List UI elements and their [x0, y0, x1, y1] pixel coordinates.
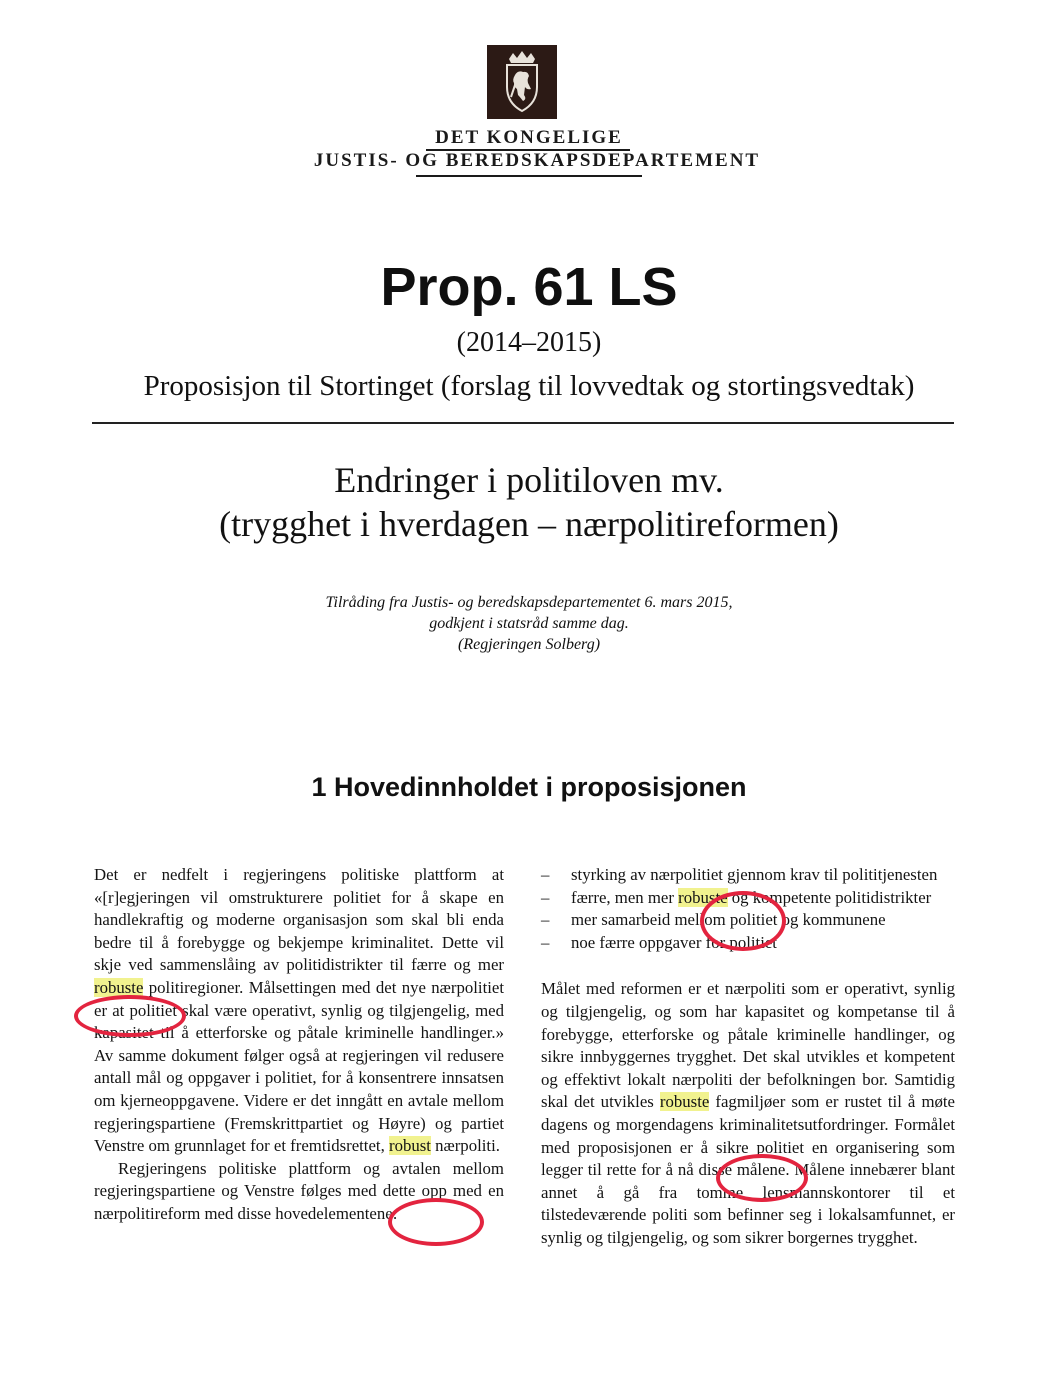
paragraph-goal [541, 978, 955, 1249]
lion-shield-icon [487, 45, 557, 119]
department-name-line2: JUSTIS- OG BEREDSKAPSDEPARTEMENT [313, 150, 761, 171]
section-heading: 1 Hovedinnholdet i proposisjonen [311, 772, 747, 802]
paragraph-1 [94, 864, 504, 1158]
session-years: (2014–2015) [456, 327, 602, 358]
department-underline [416, 175, 642, 177]
proposition-number: Prop. 61 LS [380, 257, 678, 317]
title-line-2: (trygghet i hverdagen – nærpolitireformen) [219, 504, 839, 544]
bullet-2-text-a: færre, men mer [571, 887, 679, 907]
paragraph-1-text-b: politiregioner. Målsettingen med det nye nærpolitiet er at politiet skal være operativt, synlig og tilgjengelig, med kapasitet til å etterforske og påtale kriminelle handlinger.» Av samme dokument følger også at regjeringen vil redusere antall mål og oppgaver i politiet, for å konsentrere innsatsen om kjerneoppgavene. Videre er det inngått en avtale mellom regjeringspartiene (Fremskrittpartiet og Høyre) og partiet Venstre om grunnlaget for et fremtidsrettet, [94, 977, 504, 1156]
bullet-2-text-b: og kompetente politidistrikter [727, 887, 932, 907]
highlight-robuste-2: robuste [678, 887, 728, 907]
goal-text-b: fagmiljøer som er rustet til å møte dagens og morgendagens kriminalitetsutfordringer. Formålet med proposisjonen er å sikre politiet en organisering som legger til rette for å nå disse målene. Målene innebærer blant annet å gå fra tomme lensmannskontorer til et tilstedeværende politi som befinner seg i lokalsamfunnet, er synlig og tilgjengelig, og som sikrer borgernes trygghet. [541, 1092, 956, 1247]
proposition-subtitle: Proposisjon til Stortinget (forslag til lovvedtak og stortingsvedtak) [143, 370, 915, 402]
recommendation-line-2: godkjent i statsråd samme dag. [429, 615, 629, 632]
goal-text-a: Målet med reformen er et nærpoliti som er operativt, synlig og tilgjengelig, og som har kapasitet og kompetanse til å forebygge, etterforske og påtale kriminelle handlinger, og sikre innbyggernes trygghet. Det skal utvikles et kompetent og effektivt lokalt nærpoliti der befolkningen bor. Samtidig skal det utvikles [541, 979, 955, 1112]
paragraph-2: Regjeringens politiske plattform og avtalen mellom regjeringspartiene og Venstre følges med dette opp med en nærpolitireform med disse hovedelementene: [94, 1158, 504, 1223]
highlight-robuste-1: robuste [94, 977, 144, 997]
recommendation-line-1: Tilråding fra Justis- og beredskapsdepartementet 6. mars 2015, [325, 594, 733, 611]
title-divider [92, 422, 954, 424]
list-item: – noe færre oppgaver for politiet [541, 932, 955, 955]
paragraph-1-text-a: Det er nedfelt i regjeringens politiske plattform at «[r]egjeringen vil omstrukturere politiet for å skape en handlekraftig og moderne organisasjon som skal bli enda bedre til å forebygge og bekjempe kriminalitet. Dette vil skje ved sammenslåing av politidistrikter til færre og mer [94, 865, 504, 975]
coat-of-arms-icon [487, 45, 557, 119]
recommendation-note [0, 592, 1058, 655]
paragraph-1-text-c: nærpoliti. [430, 1136, 500, 1156]
left-column [94, 864, 504, 1226]
reform-elements-list [541, 864, 955, 954]
recommendation-line-3: (Regjeringen Solberg) [457, 636, 601, 653]
list-item: – styrking av nærpolitiet gjennom krav til polititjenesten [541, 864, 955, 887]
list-item [541, 887, 955, 910]
highlight-robust: robust [388, 1136, 431, 1156]
highlight-robuste-3: robuste [659, 1092, 710, 1112]
spacer [541, 954, 955, 978]
department-name-line1: DET KONGELIGE [435, 127, 623, 148]
right-column [541, 864, 955, 1250]
list-item: – mer samarbeid mellom politiet og kommunene [541, 909, 955, 932]
document-title [0, 458, 1058, 546]
title-line-1: Endringer i politiloven mv. [334, 460, 724, 500]
